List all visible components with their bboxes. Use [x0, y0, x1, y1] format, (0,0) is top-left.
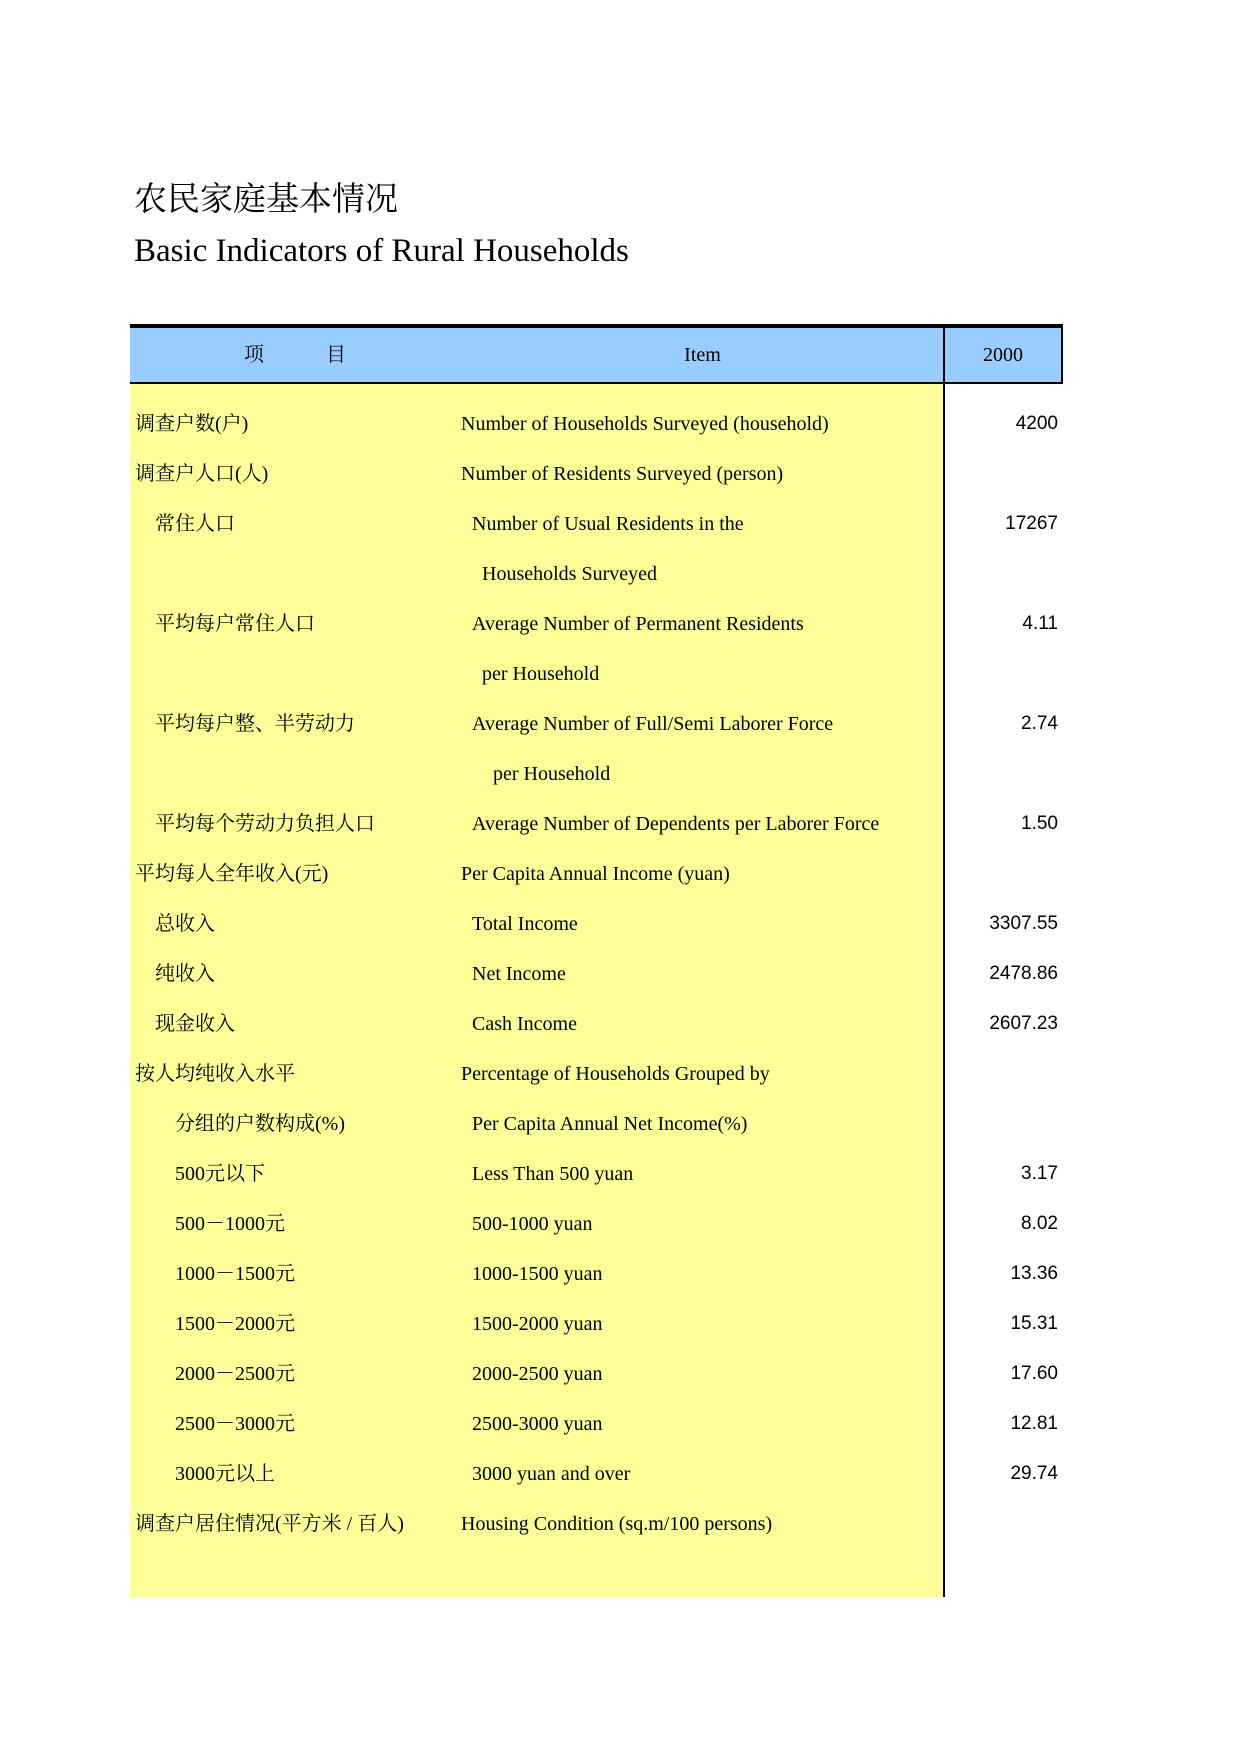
row-label-zh: 纯收入: [155, 963, 215, 985]
row-label-zh: 平均每户整、半劳动力: [155, 713, 355, 735]
row-label-zh: 2500－3000元: [175, 1413, 295, 1435]
table-body: [130, 384, 1063, 1597]
row-label-zh: 按人均纯收入水平: [135, 1063, 295, 1085]
row-label-zh: 调查户数(户): [135, 413, 249, 435]
table-row: [130, 649, 1063, 699]
row-label-en: 2000-2500 yuan: [472, 1363, 603, 1385]
row-label-en: Percentage of Households Grouped by: [461, 1063, 770, 1085]
table-row: [130, 549, 1063, 599]
row-label-en: Number of Residents Surveyed (person): [461, 463, 784, 485]
row-label-en: Number of Usual Residents in the: [472, 513, 744, 535]
row-value: 3307.55: [989, 913, 1058, 934]
header-item-zh: [130, 328, 460, 382]
row-value: 8.02: [1021, 1213, 1058, 1234]
row-label-en: Households Surveyed: [482, 563, 657, 585]
row-label-en: Average Number of Full/Semi Laborer Force: [472, 713, 834, 735]
row-label-zh: 1500－2000元: [175, 1313, 295, 1335]
page-title-en: Basic Indicators of Rural Households: [134, 233, 629, 269]
row-label-zh: 平均每人全年收入(元): [135, 863, 329, 885]
row-label-en: per Household: [493, 763, 611, 785]
row-value: 4.11: [1022, 613, 1058, 634]
row-value: 29.74: [1010, 1463, 1058, 1484]
row-value: 17.60: [1010, 1363, 1058, 1384]
row-label-en: Per Capita Annual Net Income(%): [472, 1113, 748, 1135]
table-row: [130, 1249, 1063, 1299]
row-label-zh: 平均每个劳动力负担人口: [155, 813, 375, 835]
row-value: 17267: [1005, 513, 1058, 534]
row-label-zh: 3000元以上: [175, 1463, 275, 1485]
table-row: [130, 1349, 1063, 1399]
row-label-zh: 常住人口: [155, 513, 235, 535]
table-header: [130, 324, 1063, 384]
row-value: 2.74: [1021, 713, 1058, 734]
row-label-en: Number of Households Surveyed (household): [461, 413, 829, 435]
indicators-table: [130, 324, 1063, 1597]
table-row: [130, 699, 1063, 749]
row-label-en: Average Number of Permanent Residents: [472, 613, 804, 635]
row-label-en: Cash Income: [472, 1013, 577, 1035]
row-label-en: Net Income: [472, 963, 566, 985]
table-row: [130, 1149, 1063, 1199]
table-row: [130, 1399, 1063, 1449]
row-value: 4200: [1015, 413, 1058, 434]
row-label-zh: 1000－1500元: [175, 1263, 295, 1285]
row-label-zh: 500元以下: [175, 1163, 265, 1185]
table-row: [130, 399, 1063, 449]
header-item-zh-char2: 目: [326, 344, 346, 366]
row-label-zh: 调查户人口(人): [135, 463, 269, 485]
table-row: [130, 1299, 1063, 1349]
row-label-zh: 2000－2500元: [175, 1363, 295, 1385]
row-value: 2478.86: [989, 963, 1058, 984]
row-value: 3.17: [1021, 1163, 1058, 1184]
table-row: [130, 449, 1063, 499]
table-row: [130, 1099, 1063, 1149]
header-year: 2000: [983, 344, 1023, 366]
row-label-en: Housing Condition (sq.m/100 persons): [461, 1513, 773, 1535]
table-row: [130, 1449, 1063, 1499]
row-label-zh: 总收入: [155, 913, 215, 935]
row-label-en: 1000-1500 yuan: [472, 1263, 603, 1285]
table-row: [130, 749, 1063, 799]
table-row: [130, 799, 1063, 849]
table-row: [130, 949, 1063, 999]
table-row: [130, 1199, 1063, 1249]
row-label-en: 2500-3000 yuan: [472, 1413, 603, 1435]
row-label-en: per Household: [482, 663, 600, 685]
row-label-zh: 500－1000元: [175, 1213, 285, 1235]
row-label-en: 1500-2000 yuan: [472, 1313, 603, 1335]
row-label-zh: 平均每户常住人口: [155, 613, 315, 635]
row-label-zh: 分组的户数构成(%): [175, 1113, 345, 1135]
page-title-zh: 农民家庭基本情况: [134, 182, 398, 218]
table-row: [130, 599, 1063, 649]
table-row: [130, 899, 1063, 949]
row-label-en: 3000 yuan and over: [472, 1463, 631, 1485]
row-label-zh: 调查户居住情况(平方米 / 百人): [135, 1513, 404, 1535]
row-value: 15.31: [1010, 1313, 1058, 1334]
row-label-en: 500-1000 yuan: [472, 1213, 593, 1235]
header-item-zh-char1: 项: [244, 344, 264, 366]
table-row: [130, 1499, 1063, 1549]
row-value: 12.81: [1010, 1413, 1058, 1434]
table-row: [130, 1049, 1063, 1099]
table-row: [130, 849, 1063, 899]
row-label-zh: 现金收入: [155, 1013, 235, 1035]
row-label-en: Per Capita Annual Income (yuan): [461, 863, 730, 885]
row-value: 1.50: [1021, 813, 1058, 834]
row-label-en: Average Number of Dependents per Laborer Force: [472, 813, 880, 835]
row-value: 13.36: [1010, 1263, 1058, 1284]
table-row: [130, 999, 1063, 1049]
row-label-en: Less Than 500 yuan: [472, 1163, 634, 1185]
table-row: [130, 499, 1063, 549]
row-label-en: Total Income: [472, 913, 578, 935]
row-value: 2607.23: [989, 1013, 1058, 1034]
header-item-en: Item: [684, 344, 721, 366]
